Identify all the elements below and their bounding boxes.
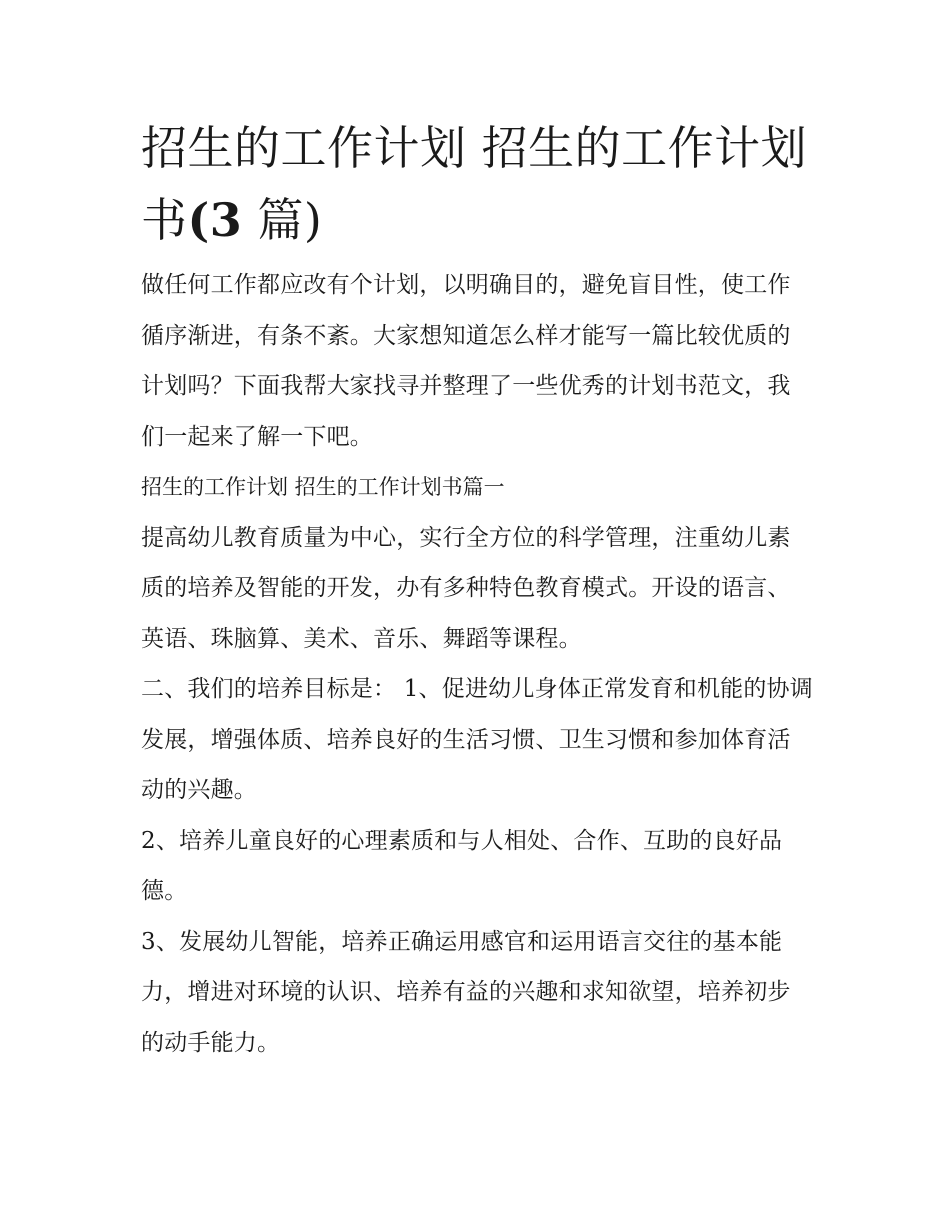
title-text: 招生的工作计划 招生的工作计划书 bbox=[141, 121, 808, 247]
section-heading: 招生的工作计划 招生的工作计划书篇一 bbox=[141, 475, 505, 499]
title-paren-tail: 篇) bbox=[242, 193, 323, 247]
body-paragraph: 2、培养儿童良好的心理素质和与人相处、合作、互助的良好品德。 bbox=[141, 827, 783, 904]
title-number: 3 bbox=[209, 193, 243, 247]
body-paragraph: 二、我们的培养目标是： 1、促进幼儿身体正常发育和机能的协调发展，增强体质、培养良好的生活习惯、卫生习惯和参加体育活动的兴趣。 bbox=[141, 676, 813, 803]
body-paragraph: 3、发展幼儿智能，培养正确运用感官和运用语言交往的基本能力，增进对环境的认识、培养有益的兴趣和求知欲望，培养初步的动手能力。 bbox=[141, 928, 791, 1056]
document-page bbox=[141, 112, 813, 1068]
intro-paragraph: 做任何工作都应改有个计划，以明确目的，避免盲目性，使工作循序渐进，有条不紊。大家想知道怎么样才能写一篇比较优质的计划吗？下面我帮大家找寻并整理了一些优秀的计划书范文，我们一起来了解一下吧。 bbox=[141, 272, 791, 450]
document-title bbox=[141, 112, 813, 256]
body-paragraph: 提高幼儿教育质量为中心，实行全方位的科学管理，注重幼儿素质的培养及智能的开发，办有多种特色教育模式。开设的语言、英语、珠脑算、美术、音乐、舞蹈等课程。 bbox=[141, 524, 791, 652]
title-paren-open: ( bbox=[187, 193, 210, 247]
